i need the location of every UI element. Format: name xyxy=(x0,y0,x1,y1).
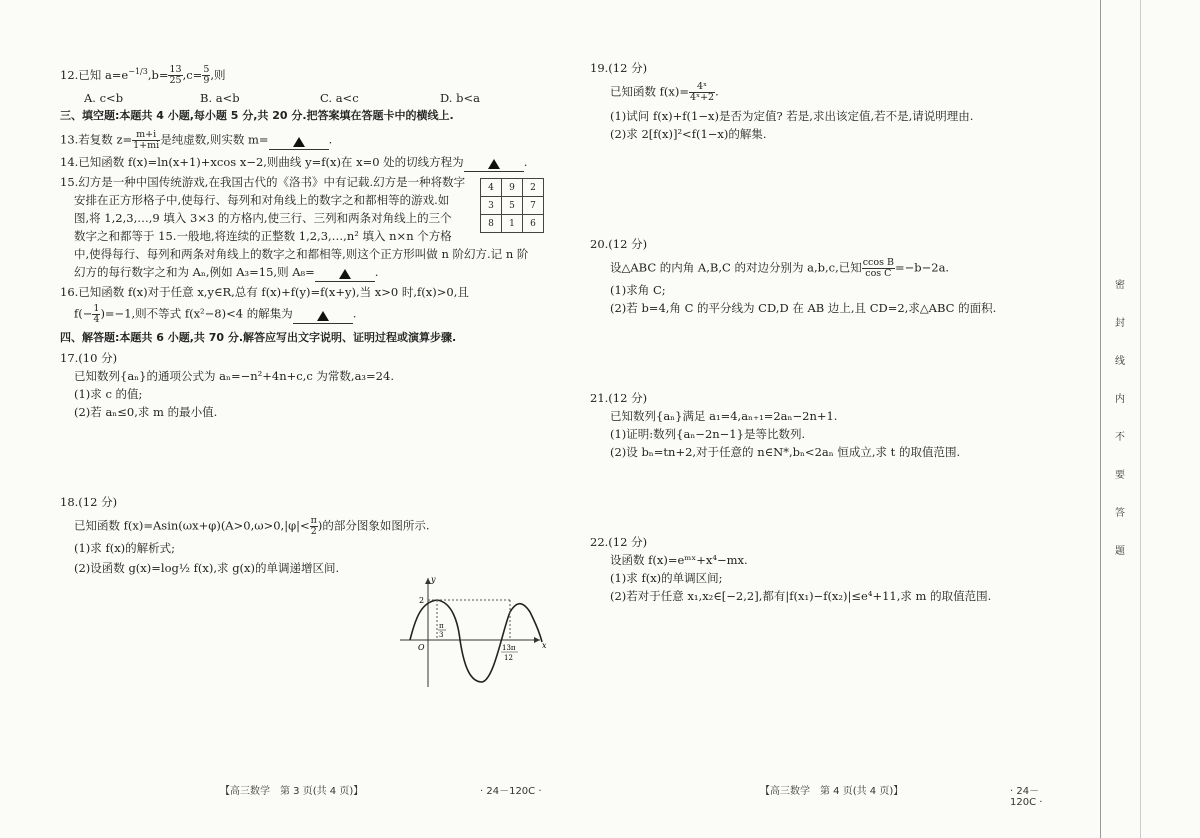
question-12-option-d: D. b<a xyxy=(440,91,480,105)
binding-line-outer xyxy=(1140,0,1141,838)
grid-cell: 5 xyxy=(502,197,523,215)
question-18-line: (2)设函数 g(x)=log½ f(x),求 g(x)的单调递增区间. xyxy=(74,561,340,575)
question-21-line: 已知数列{aₙ}满足 a₁=4,aₙ₊₁=2aₙ−2n+1. xyxy=(610,409,838,423)
question-17-line: (2)若 aₙ≤0,求 m 的最小值. xyxy=(74,405,218,419)
tick-pi-3-num: π xyxy=(439,622,444,630)
x-axis-arrow xyxy=(534,637,540,643)
sine-curve xyxy=(410,600,542,682)
seal-char: 要 xyxy=(1115,470,1125,481)
footer-code-right: · 24－120C · xyxy=(1010,786,1043,808)
binding-line xyxy=(1100,0,1101,838)
answer-blank-16 xyxy=(293,307,353,324)
question-15-line-6: 幻方的每行数字之和为 Aₙ,例如 A₃=15,则 A₈= . xyxy=(74,264,378,281)
question-14: 14.已知函数 f(x)=ln(x+1)+xcos x−2,则曲线 y=f(x)在 x=0 处的切线方程为 . xyxy=(60,154,527,171)
seal-char: 不 xyxy=(1115,432,1125,443)
y-axis-label: y xyxy=(431,575,436,584)
sine-graph xyxy=(390,572,550,692)
answer-blank-15 xyxy=(315,265,375,282)
triangle-icon xyxy=(293,137,305,147)
right-page xyxy=(590,0,1060,838)
origin-label: O xyxy=(418,643,425,652)
grid-cell: 4 xyxy=(481,179,502,197)
question-17-line: 已知数列{aₙ}的通项公式为 aₙ=−n²+4n+c,c 为常数,a₃=24. xyxy=(74,369,394,383)
question-15-line-2: 安排在正方形格子中,使每行、每列和对角线上的数字之和都相等的游戏.如 xyxy=(74,193,450,207)
y-tick-label: 2 xyxy=(419,596,425,605)
question-12-option-a: A. c<b xyxy=(84,91,124,105)
question-19-line: (2)求 2[f(x)]²<f(1−x)的解集. xyxy=(610,127,767,141)
seal-char: 答 xyxy=(1115,508,1125,519)
grid-cell: 8 xyxy=(481,215,502,233)
question-12-option-c: C. a<c xyxy=(320,91,359,105)
question-22-line: (2)若对于任意 x₁,x₂∈[−2,2],都有|f(x₁)−f(x₂)|≤e⁴+11,求 m 的取值范围. xyxy=(610,589,992,603)
question-20-line: (2)若 b=4,角 C 的平分线为 CD,D 在 AB 边上,且 CD=2,求△ABC 的面积. xyxy=(610,301,997,315)
section-4-heading: 四、解答题:本题共 6 小题,共 70 分.解答应写出文字说明、证明过程或演算步骤. xyxy=(60,331,457,344)
question-19-stem: 已知函数 f(x)= $\frac{\text{4ˣ}}{\text{4ˣ+2}}$ . xyxy=(610,81,719,103)
grid-cell: 3 xyxy=(481,197,502,215)
x-axis-label: x xyxy=(542,641,547,650)
question-13: 13.若复数 z= $\frac{m+i}{1+mi}$ 是纯虚数,则实数 m= . xyxy=(60,129,333,151)
grid-cell: 1 xyxy=(502,215,523,233)
question-12-stem: 12.已知 $a=e^{-1/3},b=$ $\frac{13}{25}$ ,c= $\frac{5}{9}$ ,则 xyxy=(60,64,226,87)
section-3-heading: 三、填空题:本题共 4 小题,每小题 5 分,共 20 分.把答案填在答题卡中的横线上. xyxy=(60,109,454,122)
magic-square-grid xyxy=(480,178,544,233)
seal-char: 题 xyxy=(1115,546,1125,557)
grid-cell: 6 xyxy=(523,215,544,233)
seal-char: 线 xyxy=(1115,356,1125,367)
footer-page-3: 【高三数学 第 3 页(共 4 页)】 xyxy=(220,786,364,797)
triangle-icon xyxy=(339,269,351,279)
question-22-line: (1)求 f(x)的单调区间; xyxy=(610,571,723,585)
seal-char: 封 xyxy=(1115,318,1125,329)
triangle-icon xyxy=(317,311,329,321)
seal-char: 密 xyxy=(1115,280,1125,291)
question-20-head: 20.(12 分) xyxy=(590,237,648,251)
left-page xyxy=(40,0,560,838)
question-20-stem: 设△ABC 的内角 A,B,C 的对边分别为 a,b,c,已知 $\frac{\text{ccos B}}{\text{cos C}}$ =−b−2a. xyxy=(610,257,950,279)
question-18-stem: 已知函数 f(x)=Asin(ωx+φ)(A>0,ω>0,|φ|< $\frac{\pi}{2}$ )的部分图象如图所示. xyxy=(74,515,430,537)
question-20-line: (1)求角 C; xyxy=(610,283,666,297)
question-15-line-5: 中,使得每行、每列和两条对角线上的数字之和都相等,则这个正方形叫做 n 阶幻方.记 n 阶 xyxy=(74,247,529,261)
question-16-line-1: 16.已知函数 f(x)对于任意 x,y∈R,总有 f(x)+f(y)=f(x+y),当 x>0 时,f(x)>0,且 xyxy=(60,285,469,299)
question-15-line-3: 图,将 1,2,3,…,9 填入 3×3 的方格内,使三行、三列和两条对角线上的三个 xyxy=(74,211,452,225)
triangle-icon xyxy=(488,159,500,169)
question-22-head: 22.(12 分) xyxy=(590,535,648,549)
question-21-head: 21.(12 分) xyxy=(590,391,648,405)
grid-cell: 7 xyxy=(523,197,544,215)
question-18-line: (1)求 f(x)的解析式; xyxy=(74,541,176,555)
tick-pi-3-den: 3 xyxy=(439,631,444,639)
tick-13pi-12-num: 13π xyxy=(502,644,516,652)
tick-13pi-12-den: 12 xyxy=(504,654,513,662)
answer-blank-14 xyxy=(464,155,524,172)
grid-cell: 9 xyxy=(502,179,523,197)
question-21-line: (1)证明:数列{aₙ−2n−1}是等比数列. xyxy=(610,427,806,441)
question-21-line: (2)设 bₙ=tn+2,对于任意的 n∈N*,bₙ<2aₙ 恒成立,求 t 的取值范围. xyxy=(610,445,961,459)
question-12-option-b: B. a<b xyxy=(200,91,240,105)
question-19-line: (1)试问 f(x)+f(1−x)是否为定值? 若是,求出该定值,若不是,请说明理由. xyxy=(610,109,974,123)
question-15-line-1: 15.幻方是一种中国传统游戏,在我国古代的《洛书》中有记载.幻方是一种将数字 xyxy=(60,175,466,189)
answer-blank-13 xyxy=(269,133,329,150)
question-16-line-2: f(− $\frac{1}{4}$ )=−1,则不等式 f(x²−8)<4 的解集为 . xyxy=(74,303,357,325)
seal-char: 内 xyxy=(1115,394,1125,405)
question-22-line: 设函数 f(x)=eᵐˣ+x⁴−mx. xyxy=(610,553,748,567)
question-17-head: 17.(10 分) xyxy=(60,351,118,365)
footer-code-left: · 24－120C · xyxy=(480,786,542,797)
grid-cell: 2 xyxy=(523,179,544,197)
question-19-head: 19.(12 分) xyxy=(590,61,648,75)
question-17-line: (1)求 c 的值; xyxy=(74,387,143,401)
footer-page-4: 【高三数学 第 4 页(共 4 页)】 xyxy=(760,786,904,797)
question-15-line-4: 数字之和都等于 15.一般地,将连续的正整数 1,2,3,…,n² 填入 n×n 个方格 xyxy=(74,229,452,243)
question-18-head: 18.(12 分) xyxy=(60,495,118,509)
